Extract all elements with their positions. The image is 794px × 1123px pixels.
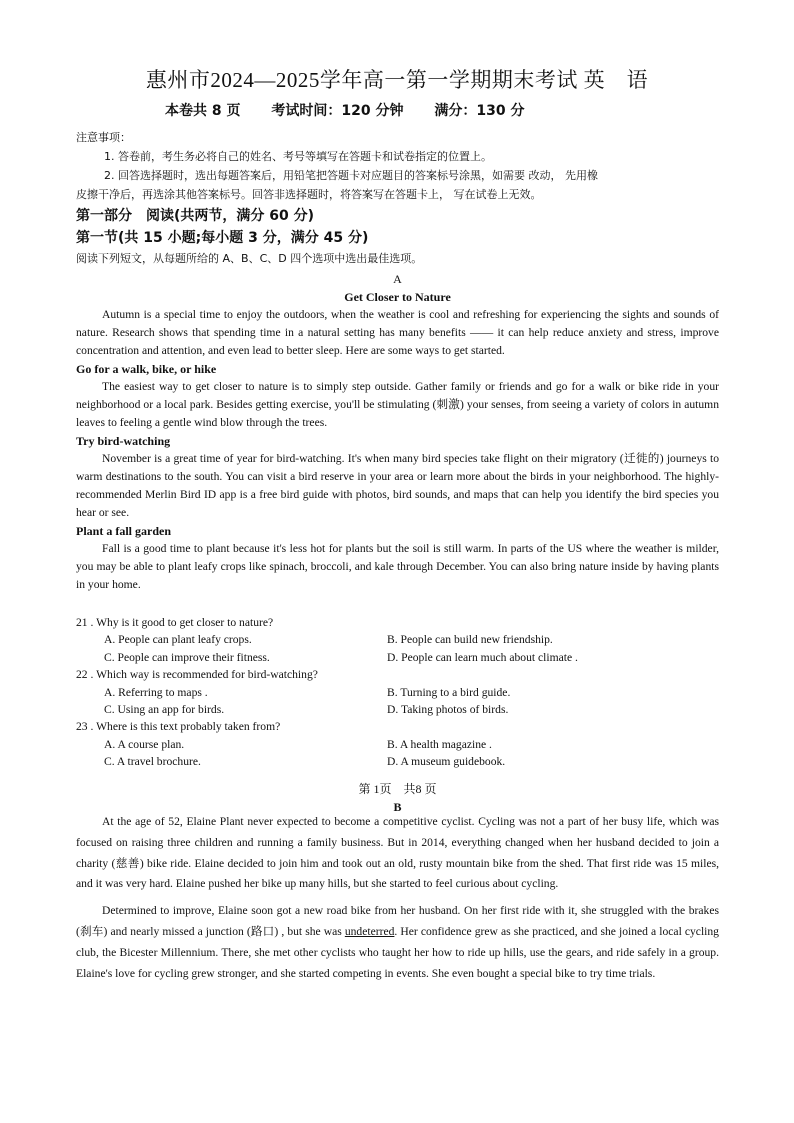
option-d[interactable]: D. A museum guidebook. xyxy=(387,755,506,769)
question-21 xyxy=(76,614,719,666)
notice-item-2-line-2: 皮擦干净后，再选涂其他答案标号。回答非选择题时，将答案写在答题卡上， 写在试卷上无效。 xyxy=(76,188,542,201)
passage-a-letter: A xyxy=(393,272,402,286)
question-22 xyxy=(76,666,719,718)
option-c[interactable]: C. A travel brochure. xyxy=(104,755,201,769)
passage-b-p2-start: Determined to improve, Elaine soon got a new road bike from her husband. On her first ride with it, she struggled with the brakes (刹车) and nearly missed a junction (路口) , but she was xyxy=(76,904,719,938)
question-23 xyxy=(76,718,719,770)
question-stem: 23 . Where is this text probably taken from? xyxy=(76,720,281,734)
passage-a-section-walk: Go for a walk, bike, or hike xyxy=(76,362,217,376)
exam-time: 考试时间：120 分钟 xyxy=(271,103,404,119)
question-options xyxy=(76,649,719,666)
passage-a xyxy=(76,270,719,594)
question-options xyxy=(76,631,719,648)
question-options xyxy=(76,701,719,718)
notice-heading: 注意事项： xyxy=(76,131,131,144)
option-b[interactable]: B. People can build new friendship. xyxy=(387,633,553,647)
passage-a-section-bird: Try bird-watching xyxy=(76,434,171,448)
part1-heading: 第一部分 阅读(共两节，满分 60 分) xyxy=(76,208,315,224)
option-a[interactable]: A. People can plant leafy crops. xyxy=(104,633,252,647)
question-stem: 22 . Which way is recommended for bird-watching? xyxy=(76,668,318,682)
option-b[interactable]: B. Turning to a bird guide. xyxy=(387,685,511,699)
question-options xyxy=(76,684,719,701)
page-number: 第 1页 共8 页 xyxy=(358,782,437,796)
exam-title: 惠州市2024—2025学年高一第一学期期末考试 英 语 xyxy=(145,68,649,92)
part1-header xyxy=(76,205,719,268)
page-count: 本卷共 8 页 xyxy=(165,103,241,119)
notice-item-2-line-1: 2. 回答选择题时，选出每题答案后，用铅笔把答题卡对应题目的答案标号涂黑，如需要 改动， 先用橡 xyxy=(104,169,598,182)
passage-a-garden-text: Fall is a good time to plant because it's less hot for plants but the soil is still warm. In parts of the US where the weather is milder, you may be able to plant leafy crops like spinach, broccoli, and kale through December. You can also bring nature inside by having plants in your home. xyxy=(76,542,719,591)
option-a[interactable]: A. A course plan. xyxy=(104,737,185,751)
question-options xyxy=(76,736,719,753)
question-options xyxy=(76,753,719,770)
passage-a-bird-text: November is a great time of year for bird-watching. It's when many bird species take flight on their migratory (迁徙的) journeys to warm destinations to the south. You can visit a bird reserve in your area or learn more about the birds in your neighborhood. The highly-recommended Merlin Bird ID app is a free bird guide with photos, bird sounds, and maps that can help you identify the bird species you hear or see. xyxy=(76,452,719,519)
questions-section xyxy=(76,614,719,771)
passage-b-p2-end: . Her confidence grew as she practiced, and she joined a local cycling club, the Bicester Millennium. There, she met other cyclists who taught her how to ride up hills, use the gears, and ride safely in a group. Elaine's love for cycling grew stronger, and she started competing in events. She even bought a special bike to try time trials. xyxy=(76,924,719,980)
page-footer xyxy=(76,780,719,816)
passage-a-walk-text: The easiest way to get closer to nature is to simply step outside. Gather family or friends and go for a walk or bike ride in your neighborhood or a local park. Besides getting exercise, you'll be stimulating (刺激) your senses, from seeing a variety of colors in autumn leaves to feeling a gentle wind blow through the trees. xyxy=(76,380,719,429)
passage-a-section-garden: Plant a fall garden xyxy=(76,524,171,538)
option-b[interactable]: B. A health magazine . xyxy=(387,737,492,751)
full-score: 满分：130 分 xyxy=(434,103,525,119)
passage-a-title: Get Closer to Nature xyxy=(344,290,451,304)
passage-b xyxy=(76,812,719,984)
option-a[interactable]: A. Referring to maps . xyxy=(104,685,208,699)
option-c[interactable]: C. Using an app for birds. xyxy=(104,703,225,717)
option-c[interactable]: C. People can improve their fitness. xyxy=(104,650,270,664)
section1-heading: 第一节(共 15 小题;每小题 3 分，满分 45 分) xyxy=(76,230,369,246)
passage-a-intro: Autumn is a special time to enjoy the outdoors, when the weather is cool and refreshing for experiencing the sights and sounds of nature. Research shows that spending time in a natural setting has many benefits —— it can help reduce anxiety and stress, improve concentration and attention, and even lead to better sleep. Here are some ways to get started. xyxy=(76,308,719,357)
passage-b-paragraph-2 xyxy=(76,901,719,984)
passage-b-paragraph-1: At the age of 52, Elaine Plant never expected to become a competitive cyclist. Cycling was not a part of her busy life, which was focused on raising three children and running a family business. But in 2014, everything changed when her husband decided to join a charity (慈善) bike ride. Elaine decided to join him and took out an old, rusty mountain bike from the shed. That first ride was 15 miles, and it was very hard. Elaine pushed her bike up many hills, but she started to feel curious about cycling. xyxy=(76,815,719,891)
passage-b-letter: B xyxy=(393,800,402,814)
underlined-word: undeterred xyxy=(344,924,395,938)
option-d[interactable]: D. People can learn much about climate . xyxy=(387,650,578,664)
reading-instruction: 阅读下列短文，从每题所给的 A、B、C、D 四个选项中选出最佳选项。 xyxy=(76,252,423,265)
notice-item-1: 1. 答卷前，考生务必将自己的姓名、考号等填写在答题卡和试卷指定的位置上。 xyxy=(104,150,492,163)
notice-section xyxy=(76,128,719,204)
option-d[interactable]: D. Taking photos of birds. xyxy=(387,703,509,717)
exam-info xyxy=(165,100,550,120)
question-stem: 21 . Why is it good to get closer to nature? xyxy=(76,616,274,629)
